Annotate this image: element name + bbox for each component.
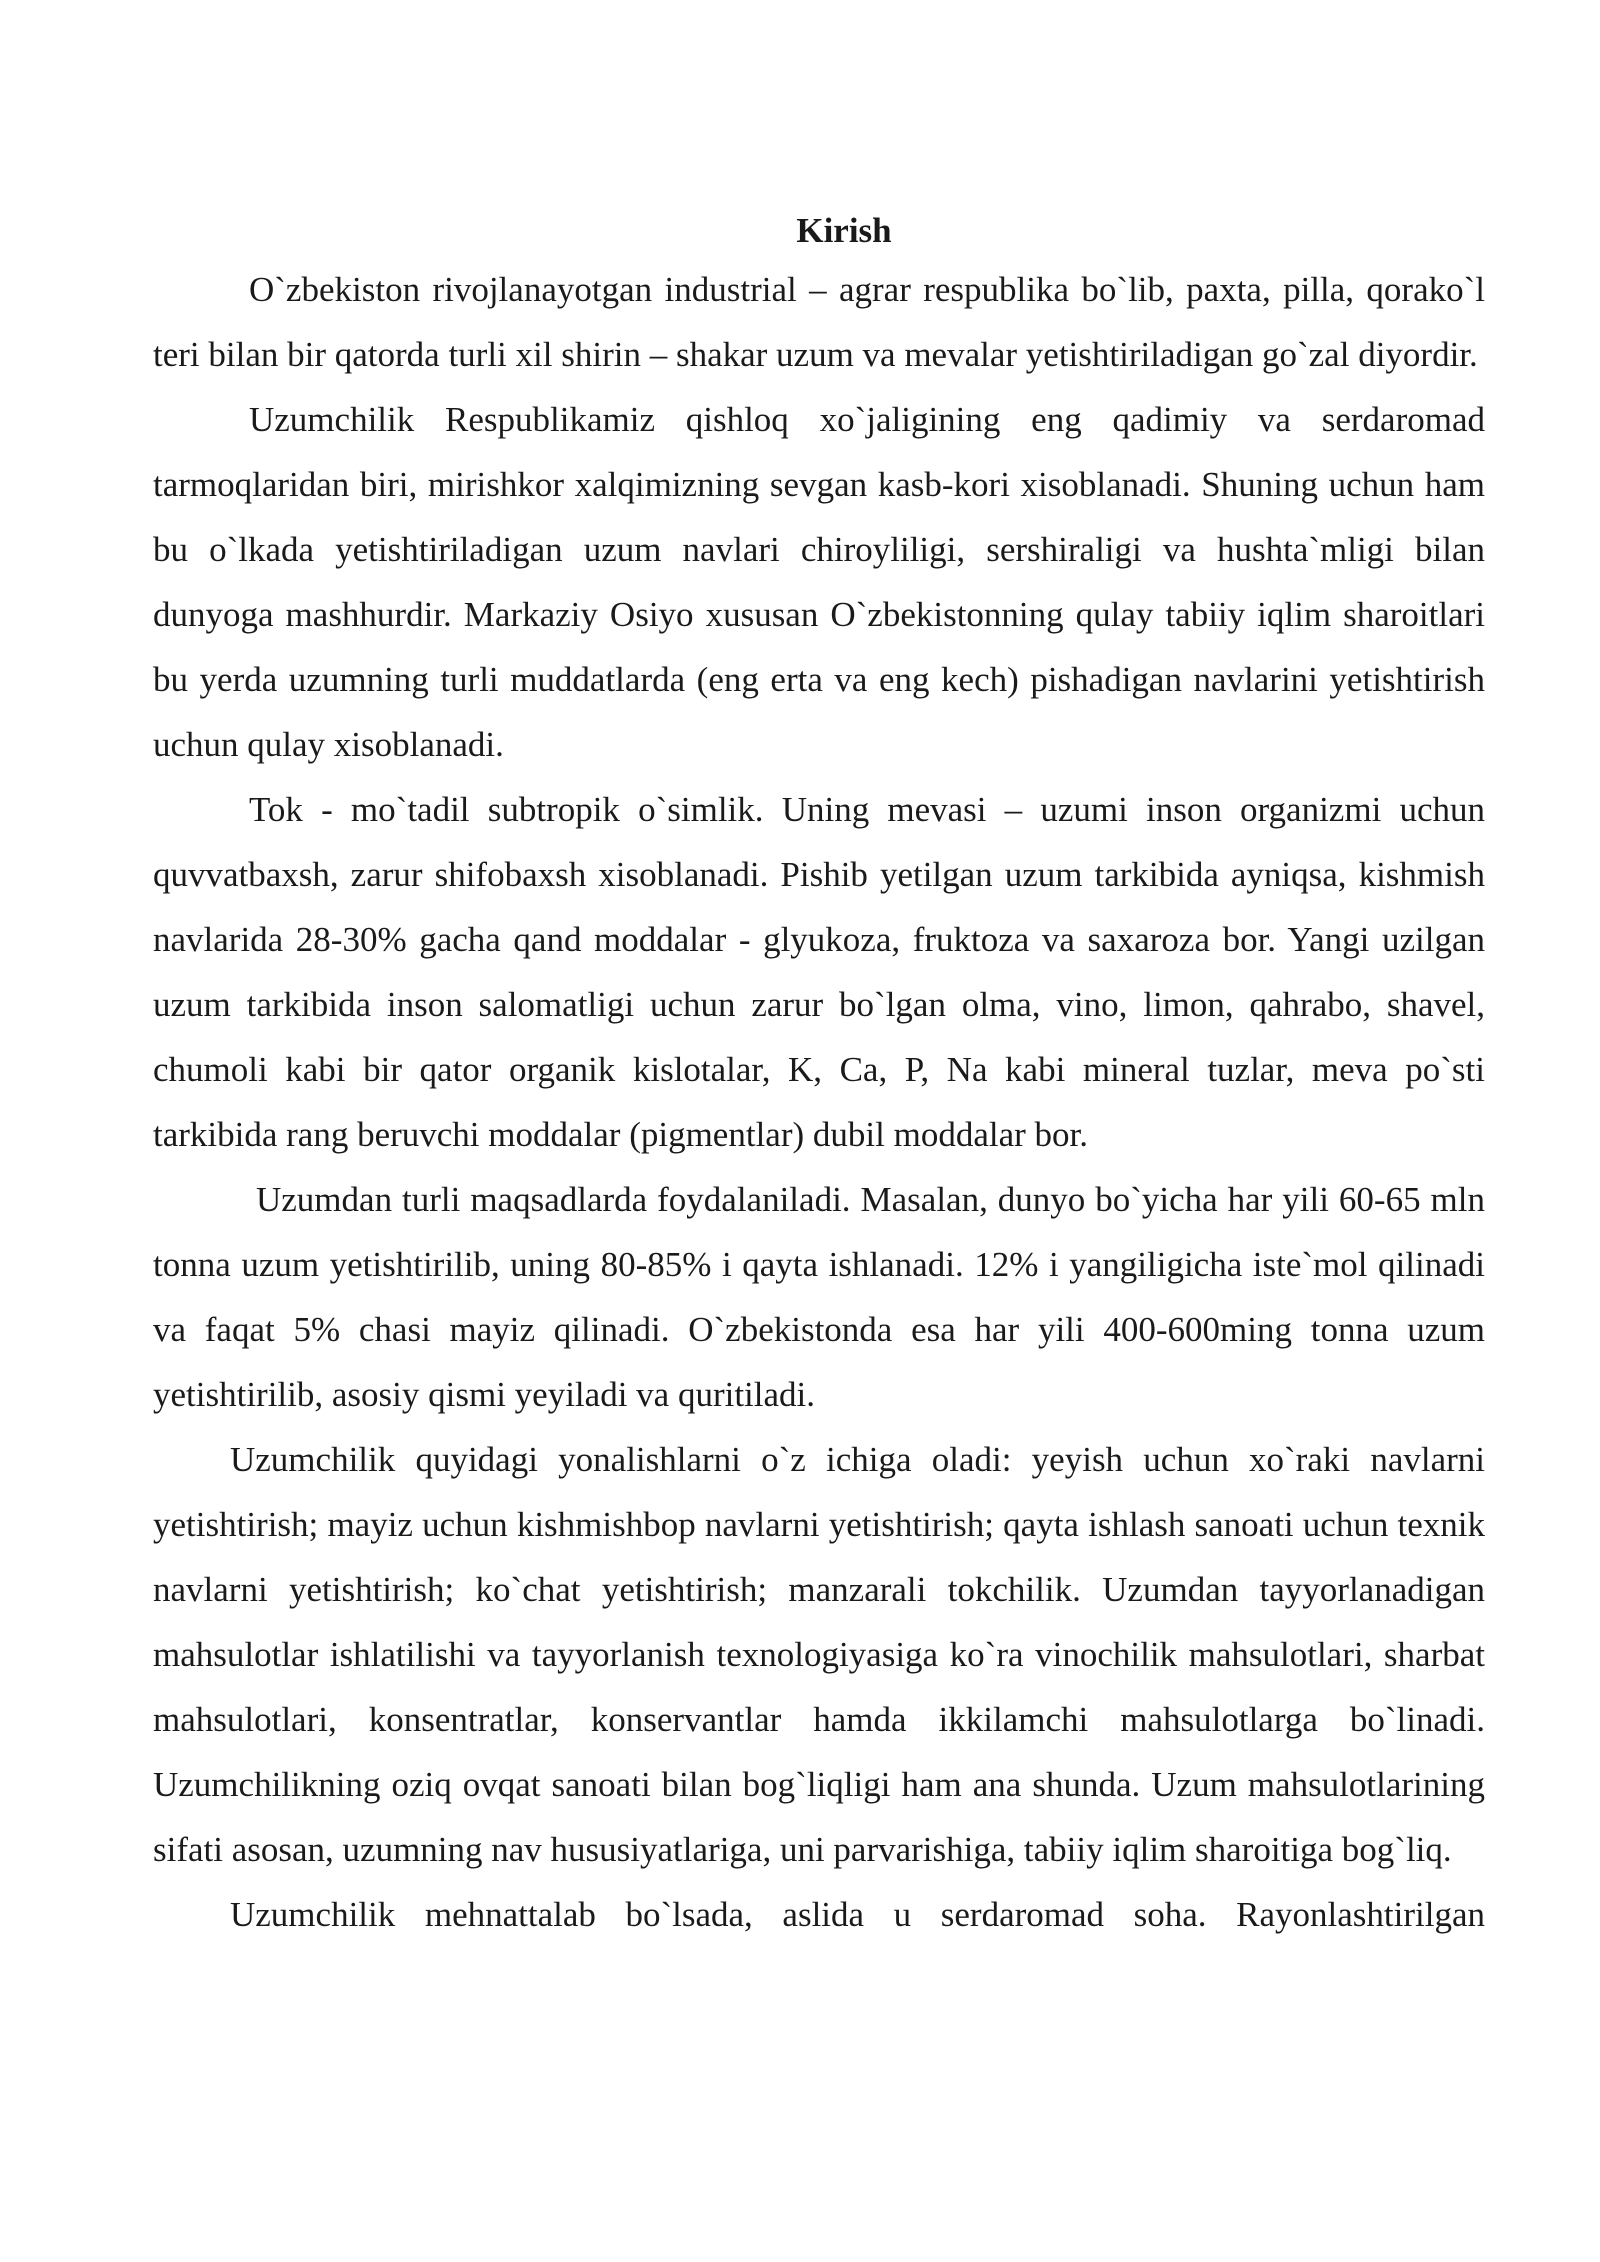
paragraph-viticulture: Uzumchilik Respublikamiz qishloq xo`jaligining eng qadimiy va serdaromad tarmoqlaridan biri, mirishkor xalqimizning sevgan kasb-kori xisoblanadi. Shuning uchun ham bu o`lkada yetishtiriladigan uzum navlari chiroyliligi, sershiraligi va hushta`mligi bilan dunyoga mashhurdir. Markaziy Osiyo xususan O`zbekistonning qulay tabiiy iqlim sharoitlari bu yerda uzumning turli muddatlarda (eng erta va eng kech) pishadigan navlarini yetishtirish uchun qulay xisoblanadi. — [153, 400, 1485, 764]
document-body — [153, 205, 1485, 1947]
paragraph-profitability: Uzumchilik mehnattalab bo`lsada, aslida u serdaromad soha. Rayonlashtirilgan — [230, 1895, 1485, 1934]
paragraph-usage: Uzumdan turli maqsadlarda foydalaniladi. Masalan, dunyo bo`yicha har yili 60-65 mln tonna uzum yetishtirilib, uning 80-85% i qayta ishlanadi. 12% i yangiligicha iste`mol qilinadi va faqat 5% chasi mayiz qilinadi. O`zbekistonda esa har yili 400-600ming tonna uzum yetishtirilib, asosiy qismi yeyiladi va quritiladi. — [153, 1180, 1485, 1414]
paragraph-grapevine: Tok - mo`tadil subtropik o`simlik. Uning mevasi – uzumi inson organizmi uchun quvvatbaxsh, zarur shifobaxsh xisoblanadi. Pishib yetilgan uzum tarkibida ayniqsa, kishmish navlarida 28-30% gacha qand moddalar - glyukoza, fruktoza va saxaroza bor. Yangi uzilgan uzum tarkibida inson salomatligi uchun zarur bo`lgan olma, vino, limon, qahrabo, shavel, chumoli kabi bir qator organik kislotalar, K, Ca, P, Na kabi mineral tuzlar, meva po`sti tarkibida rang beruvchi moddalar (pigmentlar) dubil moddalar bor. — [153, 790, 1485, 1154]
paragraph-directions: Uzumchilik quyidagi yonalishlarni o`z ichiga oladi: yeyish uchun xo`raki navlarni yetishtirish; mayiz uchun kishmishbop navlarni yetishtirish; qayta ishlash sanoati uchun texnik navlarni yetishtirish; ko`chat yetishtirish; manzarali tokchilik. Uzumdan tayyorlanadigan mahsulotlar ishlatilishi va tayyorlanish texnologiyasiga ko`ra vinochilik mahsulotlari, sharbat mahsulotlari, konsentratlar, konservantlar hamda ikkilamchi mahsulotlarga bo`linadi. Uzumchilikning oziq ovqat sanoati bilan bog`liqligi ham ana shunda. Uzum mahsulotlarining sifati asosan, uzumning nav hususiyatlariga, uni parvarishiga, tabiiy iqlim sharoitiga bog`liq. — [153, 1440, 1485, 1869]
paragraph-intro: O`zbekiston rivojlanayotgan industrial – agrar respublika bo`lib, paxta, pilla, qorako`l teri bilan bir qatorda turli xil shirin – shakar uzum va mevalar yetishtiriladigan go`zal diyordir. — [153, 270, 1485, 374]
document-title: Kirish — [796, 211, 892, 250]
